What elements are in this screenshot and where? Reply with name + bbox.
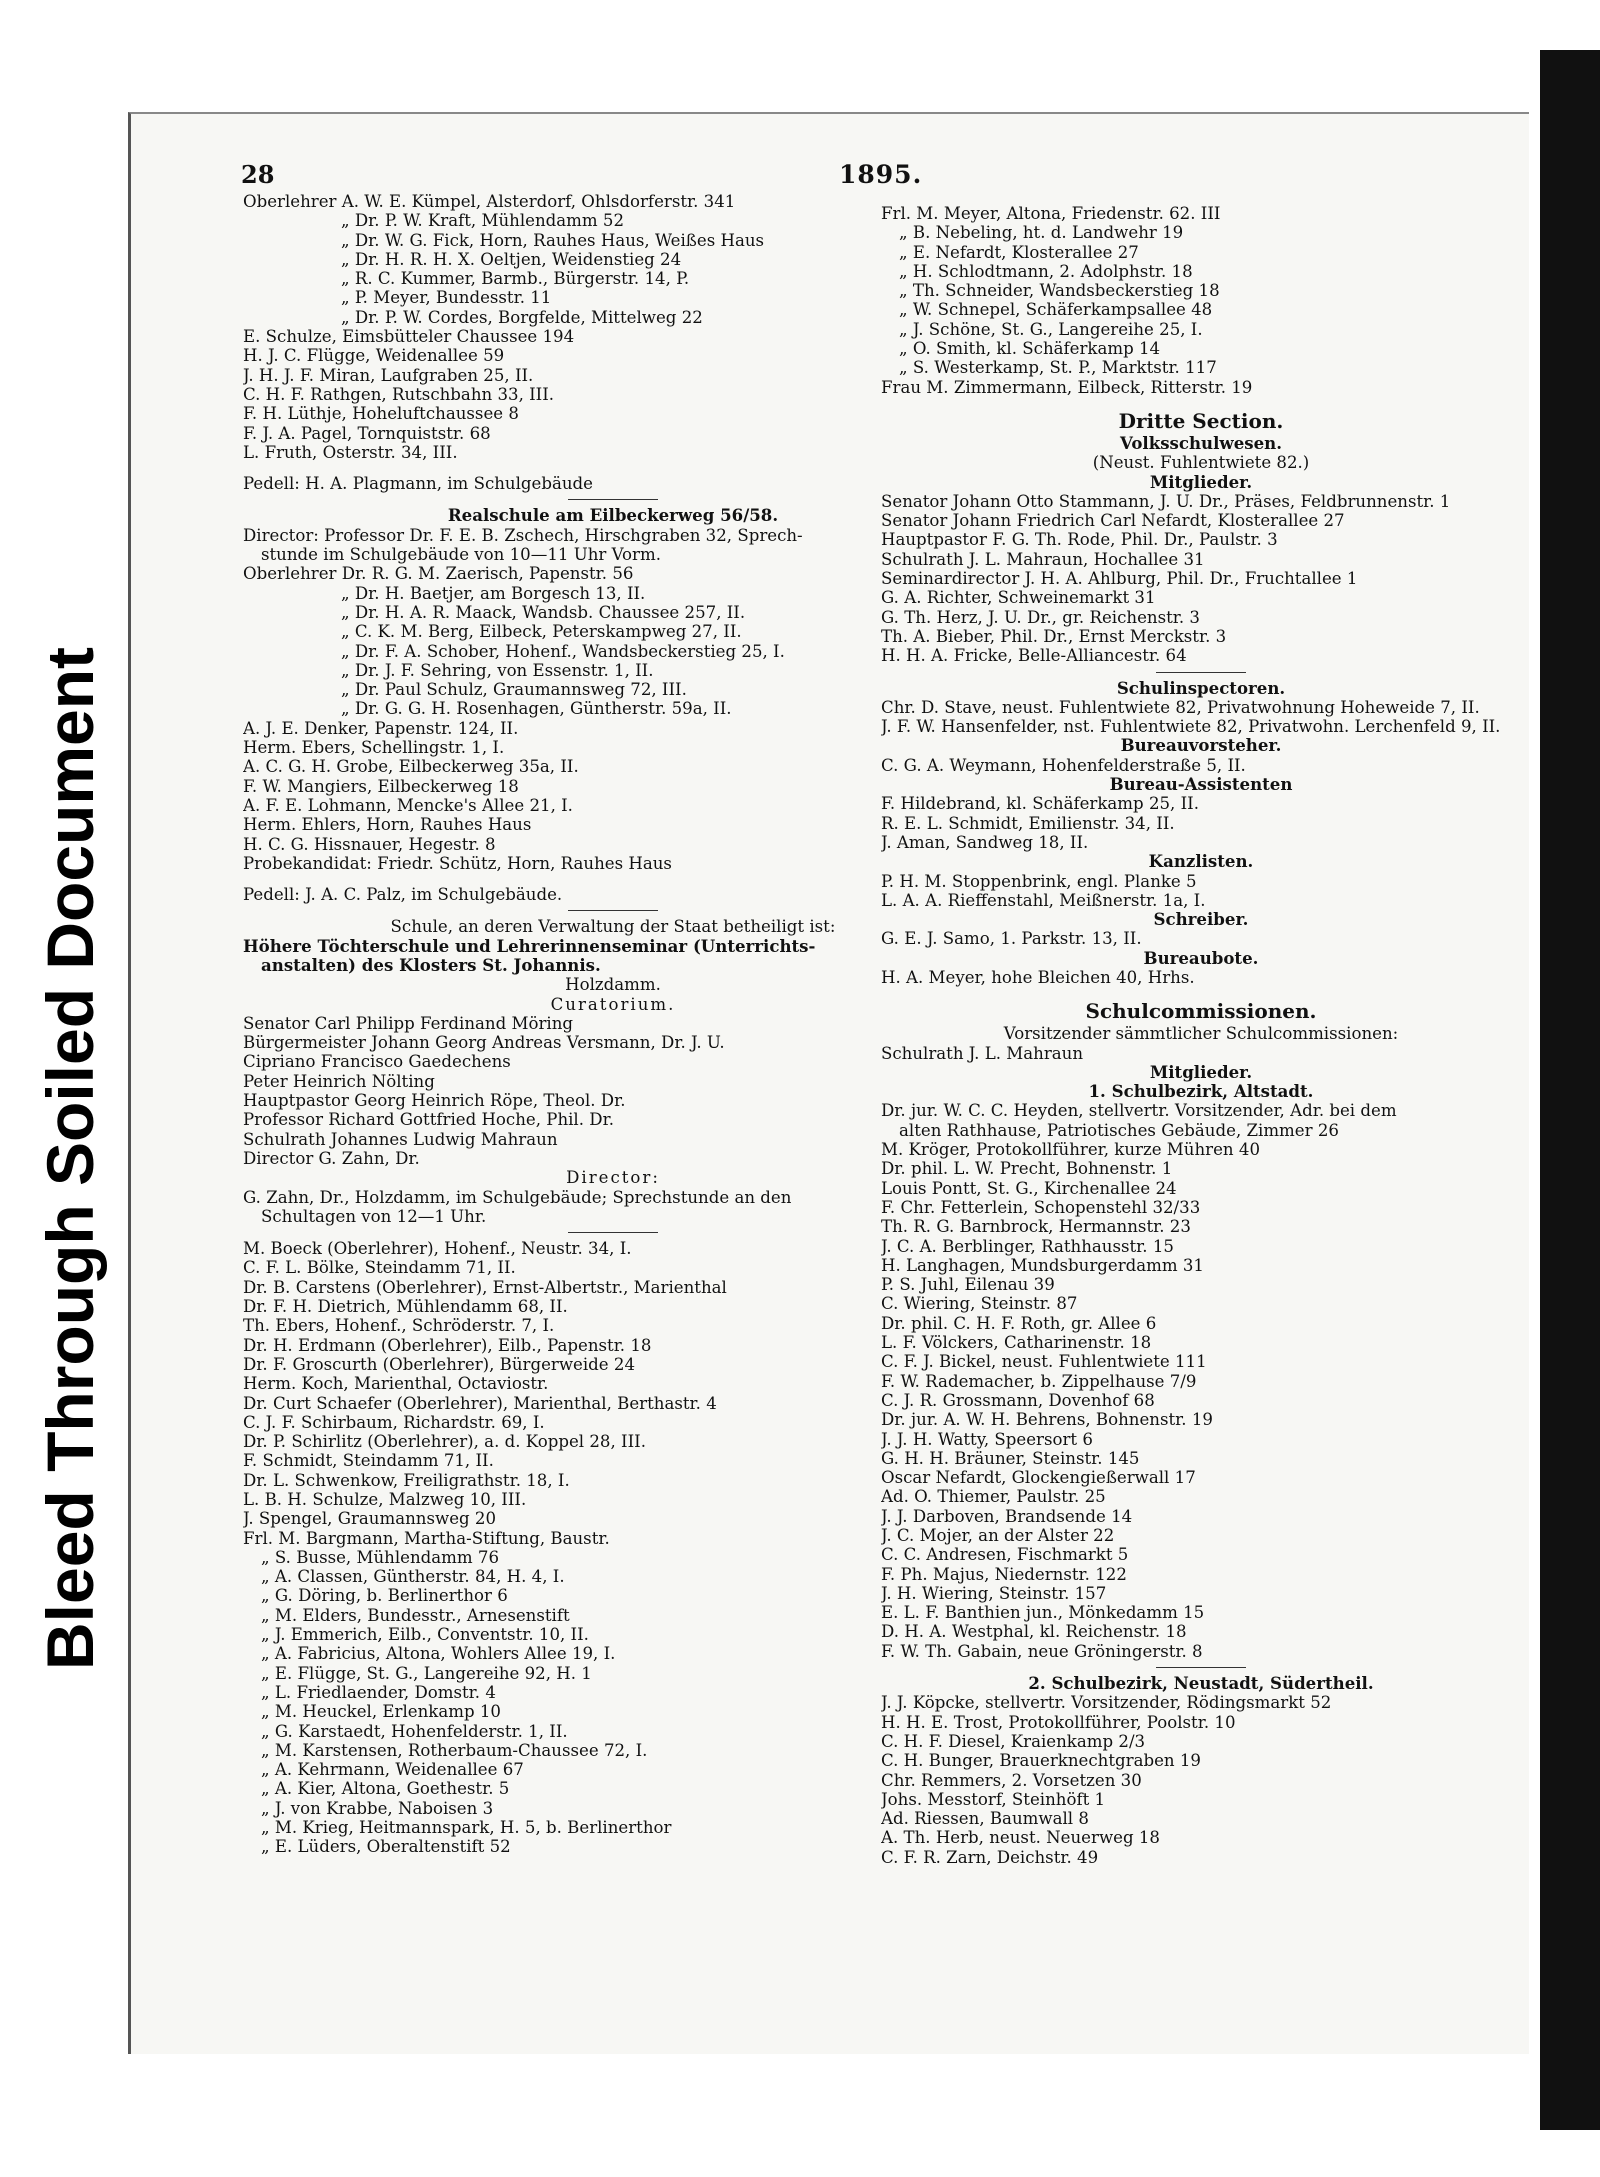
right-column-line: C. C. Andresen, Fischmarkt 5	[881, 1545, 1129, 1565]
left-column-line: „ Dr. H. A. R. Maack, Wandsb. Chaussee 257, II.	[341, 602, 746, 622]
right-column-line: „ Th. Schneider, Wandsbeckerstieg 18	[899, 281, 1220, 301]
left-column-line: C. H. F. Rathgen, Rutschbahn 33, III.	[243, 384, 555, 404]
left-column-line: „ M. Heuckel, Erlenkamp 10	[261, 1702, 501, 1722]
right-column-line: J. F. W. Hansenfelder, nst. Fuhlentwiete 82, Privatwohn. Lerchenfeld 9, II.	[881, 717, 1501, 737]
right-column-line: Bureau-Assistenten	[1109, 775, 1293, 795]
left-column-line: Director:	[566, 1168, 660, 1188]
right-column-line: (Neust. Fuhlentwiete 82.)	[1092, 453, 1310, 473]
right-column-line: Volksschulwesen.	[1119, 433, 1283, 453]
left-column-line: Oberlehrer Dr. R. G. M. Zaerisch, Papenstr. 56	[243, 564, 634, 584]
left-column-line: L. B. H. Schulze, Malzweg 10, III.	[243, 1490, 527, 1509]
right-column-line: Schulrath J. L. Mahraun	[881, 1043, 1084, 1063]
right-column-line: Dr. phil. C. H. F. Roth, gr. Allee 6	[881, 1313, 1157, 1333]
right-column-line: G. H. H. Bräuner, Steinstr. 145	[881, 1448, 1140, 1468]
right-column-line: Th. A. Bieber, Phil. Dr., Ernst Merckstr. 3	[881, 626, 1227, 646]
right-column-line: Johs. Messtorf, Steinhöft 1	[881, 1789, 1106, 1809]
left-column-line: Director G. Zahn, Dr.	[243, 1148, 420, 1168]
right-column-line: F. W. Th. Gabain, neue Gröningerstr. 8	[881, 1641, 1203, 1661]
right-column-line: Ad. Riessen, Baumwall 8	[881, 1809, 1089, 1829]
left-column-line: „ Dr. Paul Schulz, Graumannsweg 72, III.	[341, 680, 687, 700]
left-column-line: A. C. G. H. Grobe, Eilbeckerweg 35a, II.	[243, 757, 579, 777]
spacer	[243, 462, 983, 474]
left-column-line: Dr. P. Schirlitz (Oberlehrer), a. d. Koppel 28, III.	[243, 1432, 646, 1452]
right-column-line: Schreiber.	[1153, 910, 1249, 930]
left-column-line: „ A. Fabricius, Altona, Wohlers Allee 19, I.	[261, 1644, 616, 1664]
right-column-line: F. Chr. Fetterlein, Schopenstehl 32/33	[881, 1197, 1201, 1217]
right-column-line: J. C. Mojer, an der Alster 22	[881, 1526, 1115, 1545]
left-column-line: „ E. Flügge, St. G., Langereihe 92, H. 1	[261, 1663, 592, 1683]
left-column-line: C. F. L. Bölke, Steindamm 71, II.	[243, 1258, 516, 1278]
right-column-line: Dr. jur. A. W. H. Behrens, Bohnenstr. 19	[881, 1410, 1213, 1430]
directory-page	[128, 112, 1529, 2054]
spacer	[243, 873, 983, 885]
right-column-line: Schulinspectoren.	[1116, 678, 1286, 698]
right-column-line: J. J. Köpcke, stellvertr. Vorsitzender, Rödingsmarkt 52	[881, 1693, 1332, 1713]
left-column-line: L. Fruth, Osterstr. 34, III.	[243, 442, 458, 462]
right-column-line: Ad. O. Thiemer, Paulstr. 25	[881, 1487, 1106, 1507]
right-column-line: Seminardirector J. H. A. Ahlburg, Phil. Dr., Fruchtallee 1	[881, 569, 1358, 589]
right-column-line: L. A. A. Rieffenstahl, Meißnerstr. 1a, I.	[881, 890, 1206, 910]
right-column-line: J. Aman, Sandweg 18, II.	[881, 832, 1089, 852]
right-column-line: Vorsitzender sämmtlicher Schulcommissionen:	[1003, 1024, 1399, 1044]
left-column-line: G. Zahn, Dr., Holzdamm, im Schulgebäude; Sprechstunde an den	[243, 1187, 792, 1207]
section-divider	[1156, 1667, 1246, 1668]
right-column-line: J. J. H. Watty, Speersort 6	[881, 1429, 1093, 1449]
left-column-line: Dr. L. Schwenkow, Freiligrathstr. 18, I.	[243, 1470, 570, 1490]
right-column-line: Senator Johann Otto Stammann, J. U. Dr., Präses, Feldbrunnenstr. 1	[881, 491, 1451, 511]
right-column-line: J. H. Wiering, Steinstr. 157	[881, 1583, 1107, 1603]
right-column-line: „ J. Schöne, St. G., Langereihe 25, I.	[899, 319, 1203, 339]
right-column-line: Frl. M. Meyer, Altona, Friedenstr. 62. III	[881, 204, 1221, 223]
left-column-line: Dr. B. Carstens (Oberlehrer), Ernst-Albertstr., Marienthal	[243, 1277, 727, 1297]
right-column-line: J. J. Darboven, Brandsende 14	[881, 1506, 1133, 1526]
section-divider	[1156, 672, 1246, 673]
left-column-line: Frl. M. Bargmann, Martha-Stiftung, Baustr.	[243, 1528, 610, 1548]
right-column-line: Dritte Section.	[1118, 408, 1284, 433]
right-column-line: Schulrath J. L. Mahraun, Hochallee 31	[881, 549, 1205, 569]
right-column-line: G. E. J. Samo, 1. Parkstr. 13, II.	[881, 929, 1142, 949]
left-column-line: Herm. Ebers, Schellingstr. 1, I.	[243, 738, 505, 758]
left-column-line: Herm. Ehlers, Horn, Rauhes Haus	[243, 815, 532, 835]
left-column-line: „ Dr. P. W. Kraft, Mühlendamm 52	[341, 211, 625, 231]
left-column-line: Bürgermeister Johann Georg Andreas Versmann, Dr. J. U.	[243, 1033, 725, 1053]
left-column-line: Director: Professor Dr. F. E. B. Zschech, Hirschgraben 32, Sprech-	[243, 525, 803, 545]
section-divider	[568, 499, 658, 500]
right-column-line: R. E. L. Schmidt, Emilienstr. 34, II.	[881, 813, 1175, 833]
spacer	[881, 397, 1521, 409]
right-column-line: Mitglieder.	[1149, 472, 1253, 492]
left-column-line: F. Schmidt, Steindamm 71, II.	[243, 1451, 494, 1471]
left-column-line: Curatorium.	[550, 994, 676, 1014]
left-column-line: Dr. Curt Schaefer (Oberlehrer), Marienthal, Berthastr. 4	[243, 1393, 717, 1413]
left-column-line: „ Dr. H. R. H. X. Oeltjen, Weidenstieg 24	[341, 249, 682, 269]
right-column-line: L. F. Völckers, Catharinenstr. 18	[881, 1333, 1152, 1353]
page-year: 1895.	[839, 160, 923, 189]
right-column-line: C. F. J. Bickel, neust. Fuhlentwiete 111	[881, 1352, 1207, 1372]
left-column-line: „ Dr. H. Baetjer, am Borgesch 13, II.	[341, 583, 646, 603]
right-column-line: H. A. Meyer, hohe Bleichen 40, Hrhs.	[881, 967, 1195, 987]
left-column-line: Pedell: H. A. Plagmann, im Schulgebäude	[243, 474, 593, 494]
left-column-line: J. H. J. F. Miran, Laufgraben 25, II.	[243, 365, 534, 385]
left-column-line: Probekandidat: Friedr. Schütz, Horn, Rauhes Haus	[243, 853, 672, 873]
right-column-line: Frau M. Zimmermann, Eilbeck, Ritterstr. 19	[881, 377, 1253, 397]
right-column-line: 1. Schulbezirk, Altstadt.	[1088, 1082, 1314, 1102]
left-column-line: J. Spengel, Graumannsweg 20	[243, 1509, 497, 1529]
left-column-line: „ M. Elders, Bundesstr., Arnesenstift	[261, 1605, 570, 1625]
right-column-line: Th. R. G. Barnbrock, Hermannstr. 23	[881, 1217, 1191, 1237]
right-column-line: H. H. A. Fricke, Belle-Alliancestr. 64	[881, 646, 1187, 666]
left-column-line: „ J. von Krabbe, Naboisen 3	[261, 1798, 494, 1818]
right-column-line: alten Rathhause, Patriotisches Gebäude, Zimmer 26	[899, 1120, 1339, 1140]
left-column-line: „ M. Karstensen, Rotherbaum-Chaussee 72, I.	[261, 1740, 648, 1760]
right-column-line: H. Langhagen, Mundsburgerdamm 31	[881, 1255, 1204, 1275]
left-column-line: A. J. E. Denker, Papenstr. 124, II.	[243, 718, 519, 738]
right-column-line: Dr. jur. W. C. C. Heyden, stellvertr. Vorsitzender, Adr. bei dem	[881, 1101, 1397, 1121]
right-column-line: Senator Johann Friedrich Carl Nefardt, Klosterallee 27	[881, 511, 1345, 531]
document-condition-label-text: Bleed Through Soiled Document	[33, 646, 107, 1670]
left-column-line: M. Boeck (Oberlehrer), Hohenf., Neustr. 34, I.	[243, 1239, 632, 1259]
left-column-line: „ E. Lüders, Oberaltenstift 52	[261, 1837, 511, 1857]
left-column-line: Realschule am Eilbeckerweg 56/58.	[447, 506, 779, 526]
left-column-line: E. Schulze, Eimsbütteler Chaussee 194	[243, 327, 575, 347]
left-column-line: „ J. Emmerich, Eilb., Conventstr. 10, II.	[261, 1625, 589, 1645]
page-number: 28	[241, 160, 275, 189]
left-column-line: anstalten) des Klosters St. Johannis.	[261, 955, 601, 975]
left-column-line: Pedell: J. A. C. Palz, im Schulgebäude.	[243, 885, 563, 905]
right-column-line: Louis Pontt, St. G., Kirchenallee 24	[881, 1178, 1177, 1198]
section-divider	[568, 910, 658, 911]
right-column-line: C. H. Bunger, Brauerknechtgraben 19	[881, 1751, 1201, 1771]
left-column-line: Dr. F. H. Dietrich, Mühlendamm 68, II.	[243, 1297, 568, 1317]
right-column	[881, 204, 1521, 1867]
right-column-line: Kanzlisten.	[1148, 852, 1254, 872]
left-column-line: „ M. Krieg, Heitmannspark, H. 5, b. Berlinerthor	[261, 1818, 672, 1838]
left-column-line: „ L. Friedlaender, Domstr. 4	[261, 1682, 496, 1702]
left-column-line: „ G. Döring, b. Berlinerthor 6	[261, 1586, 508, 1606]
left-column-line: Th. Ebers, Hohenf., Schröderstr. 7, I.	[243, 1316, 555, 1336]
right-column-line: P. H. M. Stoppenbrink, engl. Planke 5	[881, 871, 1197, 891]
right-column-line: Chr. Remmers, 2. Vorsetzen 30	[881, 1770, 1142, 1790]
left-column-line: Professor Richard Gottfried Hoche, Phil. Dr.	[243, 1110, 614, 1130]
left-column-line: „ C. K. M. Berg, Eilbeck, Peterskampweg 27, II.	[341, 622, 742, 642]
left-column-line: Senator Carl Philipp Ferdinand Möring	[243, 1013, 574, 1033]
right-column-line: C. F. R. Zarn, Deichstr. 49	[881, 1847, 1099, 1867]
left-column-line: Peter Heinrich Nölting	[243, 1071, 435, 1091]
left-column-line: „ Dr. W. G. Fick, Horn, Rauhes Haus, Weißes Haus	[341, 230, 765, 250]
left-column-line: Schulrath Johannes Ludwig Mahraun	[243, 1129, 558, 1149]
left-column-line: „ A. Kehrmann, Weidenallee 67	[261, 1760, 524, 1780]
left-column-line: F. J. A. Pagel, Tornquiststr. 68	[243, 423, 491, 443]
right-column-line: Hauptpastor F. G. Th. Rode, Phil. Dr., Paulstr. 3	[881, 530, 1278, 550]
left-column-line: Dr. H. Erdmann (Oberlehrer), Eilb., Papenstr. 18	[243, 1335, 652, 1355]
page-header	[131, 160, 1529, 190]
left-column-line: Höhere Töchterschule und Lehrerinnenseminar (Unterrichts-	[243, 936, 816, 956]
right-column-line: M. Kröger, Protokollführer, kurze Mühren 40	[881, 1140, 1260, 1160]
left-column-line: H. C. G. Hissnauer, Hegestr. 8	[243, 834, 496, 854]
right-column-line: F. W. Rademacher, b. Zippelhause 7/9	[881, 1371, 1197, 1391]
right-column-line: A. Th. Herb, neust. Neuerweg 18	[881, 1828, 1160, 1848]
right-column-line: C. G. A. Weymann, Hohenfelderstraße 5, II.	[881, 755, 1246, 775]
left-column-line: „ Dr. J. F. Sehring, von Essenstr. 1, II.	[341, 660, 654, 680]
left-column-line: A. F. E. Lohmann, Mencke's Allee 21, I.	[243, 795, 573, 815]
left-column-line: H. J. C. Flügge, Weidenallee 59	[243, 346, 505, 366]
left-column-line: „ Dr. P. W. Cordes, Borgfelde, Mittelweg 22	[341, 307, 703, 327]
right-column-line: C. J. R. Grossmann, Dovenhof 68	[881, 1390, 1155, 1410]
right-column-line: H. H. E. Trost, Protokollführer, Poolstr. 10	[881, 1712, 1236, 1732]
right-column-line: C. Wiering, Steinstr. 87	[881, 1294, 1078, 1314]
left-column-line: „ P. Meyer, Bundesstr. 11	[341, 288, 552, 308]
right-column-line: G. A. Richter, Schweinemarkt 31	[881, 588, 1156, 608]
right-column-line: Mitglieder.	[1149, 1062, 1253, 1082]
left-column-line: „ A. Classen, Güntherstr. 84, H. 4, I.	[261, 1567, 565, 1587]
right-column-line: Bureaubote.	[1143, 948, 1259, 968]
left-column-line: stunde im Schulgebäude von 10—11 Uhr Vorm.	[261, 545, 661, 565]
left-column-line: „ Dr. F. A. Schober, Hohenf., Wandsbeckerstieg 25, I.	[341, 641, 785, 661]
right-column-line: F. Hildebrand, kl. Schäferkamp 25, II.	[881, 794, 1199, 814]
right-column-line: C. H. F. Diesel, Kraienkamp 2/3	[881, 1731, 1146, 1751]
left-column	[243, 192, 983, 1857]
left-column-line: F. H. Lüthje, Hoheluftchaussee 8	[243, 404, 519, 424]
left-column-line: Holzdamm.	[565, 975, 661, 995]
left-column-line: Schultagen von 12—1 Uhr.	[261, 1206, 487, 1226]
right-column-line: E. L. F. Banthien jun., Mönkedamm 15	[881, 1603, 1205, 1623]
left-column-line: „ G. Karstaedt, Hohenfelderstr. 1, II.	[261, 1721, 568, 1741]
right-column-line: F. Ph. Majus, Niedernstr. 122	[881, 1564, 1127, 1584]
document-condition-label	[5, 640, 120, 1680]
right-column-line: „ W. Schnepel, Schäferkampsallee 48	[899, 300, 1213, 320]
left-column-line: Schule, an deren Verwaltung der Staat betheiligt ist:	[390, 917, 836, 937]
right-column-line: Chr. D. Stave, neust. Fuhlentwiete 82, Privatwohnung Hoheweide 7, II.	[881, 697, 1480, 717]
right-column-line: Oscar Nefardt, Glockengießerwall 17	[881, 1468, 1196, 1488]
right-column-line: „ H. Schlodtmann, 2. Adolphstr. 18	[899, 261, 1193, 281]
scan-dark-border	[1540, 50, 1600, 2130]
right-column-line: P. S. Juhl, Eilenau 39	[881, 1275, 1055, 1295]
right-column-line: D. H. A. Westphal, kl. Reichenstr. 18	[881, 1622, 1187, 1642]
right-column-line: „ O. Smith, kl. Schäferkamp 14	[899, 339, 1161, 359]
right-column-line: „ S. Westerkamp, St. P., Marktstr. 117	[899, 358, 1217, 378]
right-column-line: 2. Schulbezirk, Neustadt, Südertheil.	[1028, 1674, 1374, 1694]
left-column-line: Oberlehrer A. W. E. Kümpel, Alsterdorf, Ohlsdorferstr. 341	[243, 192, 736, 211]
left-column-line: „ A. Kier, Altona, Goethestr. 5	[261, 1779, 510, 1799]
right-column-line: Bureauvorsteher.	[1120, 736, 1282, 756]
right-column-line: Schulcommissionen.	[1085, 999, 1317, 1024]
left-column-line: Herm. Koch, Marienthal, Octaviostr.	[243, 1374, 549, 1394]
section-divider	[568, 1232, 658, 1233]
right-column-line: G. Th. Herz, J. U. Dr., gr. Reichenstr. 3	[881, 607, 1200, 627]
left-column-line: C. J. F. Schirbaum, Richardstr. 69, I.	[243, 1412, 545, 1432]
right-column-line: „ B. Nebeling, ht. d. Landwehr 19	[899, 223, 1184, 243]
left-column-line: F. W. Mangiers, Eilbeckerweg 18	[243, 776, 519, 796]
spacer	[881, 987, 1521, 999]
right-column-line: „ E. Nefardt, Klosterallee 27	[899, 242, 1139, 262]
left-column-line: Dr. F. Groscurth (Oberlehrer), Bürgerweide 24	[243, 1354, 636, 1374]
left-column-line: „ S. Busse, Mühlendamm 76	[261, 1547, 500, 1567]
left-column-line: Hauptpastor Georg Heinrich Röpe, Theol. Dr.	[243, 1091, 626, 1111]
document-condition-label-svg	[5, 640, 120, 1680]
right-column-line: Dr. phil. L. W. Precht, Bohnenstr. 1	[881, 1159, 1173, 1179]
left-column-line: Cipriano Francisco Gaedechens	[243, 1052, 511, 1072]
right-column-line: J. C. A. Berblinger, Rathhausstr. 15	[881, 1236, 1174, 1256]
left-column-line: „ Dr. G. G. H. Rosenhagen, Güntherstr. 59a, II.	[341, 699, 732, 719]
left-column-line: „ R. C. Kummer, Barmb., Bürgerstr. 14, P.	[341, 269, 690, 289]
